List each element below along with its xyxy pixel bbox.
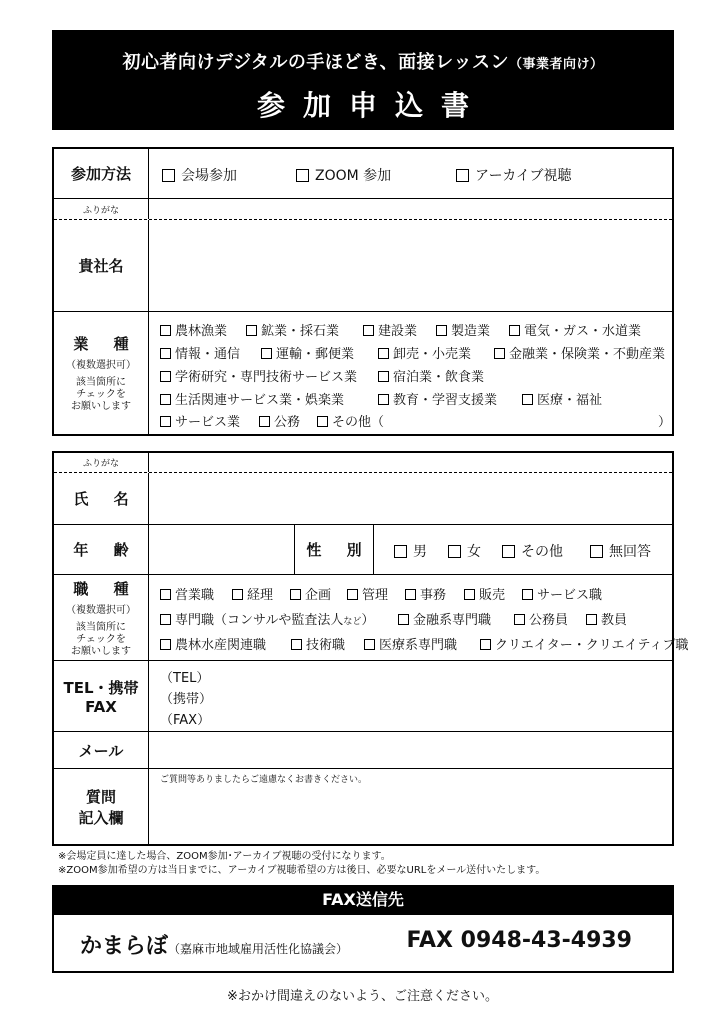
gender-male-option[interactable]: 男 bbox=[394, 541, 427, 561]
job-option[interactable]: サービス職 bbox=[522, 584, 602, 603]
fax-label: （FAX） bbox=[160, 713, 211, 728]
mobile-label: （携帯） bbox=[160, 692, 213, 707]
checkbox[interactable] bbox=[160, 325, 171, 336]
gender-no-answer-option[interactable]: 無回答 bbox=[590, 541, 651, 561]
tel-label: （TEL） bbox=[160, 671, 210, 686]
industry-option[interactable]: 教育・学習支援業 bbox=[378, 389, 497, 408]
organization-name: かまらぼ（嘉麻市地域雇用活性化協議会） bbox=[80, 934, 349, 959]
job-option[interactable]: 医療系専門職 bbox=[364, 634, 457, 653]
mail-row: メール bbox=[54, 732, 672, 769]
checkbox[interactable] bbox=[296, 169, 309, 182]
industry-option[interactable]: 生活関連サービス業・娯楽業 bbox=[160, 389, 344, 408]
checkbox[interactable] bbox=[405, 589, 416, 600]
job-option[interactable]: 教員 bbox=[586, 609, 627, 628]
job-options bbox=[150, 575, 689, 660]
industry-option[interactable]: 卸売・小売業 bbox=[378, 343, 471, 362]
checkbox[interactable] bbox=[364, 639, 375, 650]
form-header bbox=[52, 30, 674, 130]
bottom-note: ※おかけ間違えのないよう、ご注意ください。 bbox=[227, 989, 498, 1004]
fax-number: FAX 0948-43-4939 bbox=[406, 928, 632, 953]
fax-destination-bar: FAX送信先 bbox=[52, 885, 674, 915]
industry-option[interactable]: サービス業 bbox=[160, 411, 240, 430]
checkbox[interactable] bbox=[494, 348, 505, 359]
checkbox[interactable] bbox=[378, 348, 389, 359]
checkbox[interactable] bbox=[480, 639, 491, 650]
job-option[interactable]: 企画 bbox=[290, 584, 331, 603]
checkbox[interactable] bbox=[261, 348, 272, 359]
contact-row: TEL・携帯 FAX （TEL） （携帯） （FAX） bbox=[54, 661, 672, 732]
checkbox[interactable] bbox=[590, 545, 603, 558]
checkbox[interactable] bbox=[160, 348, 171, 359]
checkbox[interactable] bbox=[378, 371, 389, 382]
job-option[interactable]: 公務員 bbox=[514, 609, 568, 628]
question-row: 質問 記入欄 ご質問等ありましたらご遠慮なくお書きください。 bbox=[54, 769, 672, 844]
gender-other-option[interactable]: その他 bbox=[502, 541, 563, 561]
checkbox[interactable] bbox=[456, 169, 469, 182]
checkbox[interactable] bbox=[162, 169, 175, 182]
age-field[interactable] bbox=[150, 525, 294, 574]
industry-option[interactable]: 建設業 bbox=[363, 320, 417, 339]
checkbox[interactable] bbox=[436, 325, 447, 336]
company-furigana-field[interactable] bbox=[150, 199, 672, 219]
industry-option[interactable]: 金融業・保険業・不動産業 bbox=[494, 343, 665, 362]
gender-label: 性 別 bbox=[306, 541, 372, 559]
job-option[interactable]: 営業職 bbox=[160, 584, 214, 603]
checkbox[interactable] bbox=[259, 416, 270, 427]
company-furigana-row: ふりがな bbox=[54, 199, 672, 220]
checkbox[interactable] bbox=[394, 545, 407, 558]
form-subtitle: 参加申込書 bbox=[256, 89, 487, 122]
job-option[interactable]: 経理 bbox=[232, 584, 273, 603]
industry-option[interactable]: 電気・ガス・水道業 bbox=[509, 320, 641, 339]
job-option[interactable]: 事務 bbox=[405, 584, 446, 603]
job-row: 職 種 （複数選択可） 該当箇所に チェックを お願いします 営業職 経理 企画 管理 事務 販売 サービス職 専門職（コンサルや監査法人など） 金融系専門職 公務員 教員 農林水産関連職 技術職 医療系専門職 クリエイター・クリエイティブ職 bbox=[54, 575, 672, 661]
checkbox[interactable] bbox=[232, 589, 243, 600]
checkbox[interactable] bbox=[246, 325, 257, 336]
job-option[interactable]: 技術職 bbox=[291, 634, 345, 653]
industry-option[interactable]: 情報・通信 bbox=[160, 343, 240, 362]
job-option[interactable]: 農林水産関連職 bbox=[160, 634, 266, 653]
checkbox[interactable] bbox=[522, 589, 533, 600]
industry-option[interactable]: 宿泊業・飲食業 bbox=[378, 366, 484, 385]
checkbox[interactable] bbox=[448, 545, 461, 558]
industry-option[interactable]: 運輸・郵便業 bbox=[261, 343, 354, 362]
industry-option[interactable]: 学術研究・専門技術サービス業 bbox=[160, 366, 357, 385]
checkbox[interactable] bbox=[160, 614, 171, 625]
name-row: 氏 名 bbox=[54, 473, 672, 525]
industry-option[interactable]: 製造業 bbox=[436, 320, 490, 339]
checkbox[interactable] bbox=[160, 589, 171, 600]
method-venue-option[interactable]: 会場参加 bbox=[162, 165, 237, 185]
company-name-field[interactable] bbox=[150, 220, 672, 311]
checkbox[interactable] bbox=[378, 394, 389, 405]
checkbox[interactable] bbox=[509, 325, 520, 336]
checkbox[interactable] bbox=[160, 639, 171, 650]
company-name-row: 貴社名 bbox=[54, 220, 672, 312]
industry-option[interactable]: 医療・福祉 bbox=[522, 389, 602, 408]
industry-option[interactable]: 公務 bbox=[259, 411, 300, 430]
company-table bbox=[52, 147, 674, 436]
gender-female-option[interactable]: 女 bbox=[448, 541, 481, 561]
question-hint: ご質問等ありましたらご遠慮なくお書きください。 bbox=[160, 775, 368, 785]
mail-field[interactable] bbox=[150, 732, 672, 768]
form-title: 初心者向けデジタルの手ほどき、面接レッスン（事業者向け） bbox=[122, 52, 604, 73]
industry-options bbox=[150, 312, 672, 434]
age-gender-row: 年 齢 性 別 男 女 その他 無回答 bbox=[54, 525, 672, 575]
fax-destination-box bbox=[52, 915, 674, 973]
name-field[interactable] bbox=[150, 473, 672, 524]
checkbox[interactable] bbox=[291, 639, 302, 650]
industry-row: 業 種 （複数選択可） 該当箇所に チェックを お願いします 農林漁業 鉱業・採石業 建設業 製造業 電気・ガス・水道業 情報・通信 運輸・郵便業 卸売・小売業 金融業・保険業・不動産業 学術研究・専門技術サービス業 宿泊業・飲食業 生活関連サービス業・娯楽業 教育・学習支援業 医療・福祉 サービス業 公務 その他（ ） bbox=[54, 312, 672, 434]
checkbox[interactable] bbox=[290, 589, 301, 600]
job-option[interactable]: 販売 bbox=[464, 584, 505, 603]
job-option[interactable]: クリエイター・クリエイティブ職 bbox=[480, 634, 688, 653]
person-furigana-row: ふりがな bbox=[54, 453, 672, 473]
industry-other-close: ） bbox=[658, 415, 672, 430]
job-option[interactable]: 金融系専門職 bbox=[398, 609, 491, 628]
industry-other-option[interactable]: その他（ bbox=[317, 411, 384, 430]
checkbox[interactable] bbox=[347, 589, 358, 600]
checkbox[interactable] bbox=[586, 614, 597, 625]
method-zoom-option[interactable]: ZOOM 参加 bbox=[296, 165, 391, 185]
checkbox[interactable] bbox=[160, 394, 171, 405]
person-furigana-field[interactable] bbox=[150, 453, 672, 472]
checkbox[interactable] bbox=[363, 325, 374, 336]
footnotes: ※会場定員に達した場合、ZOOM参加･アーカイブ視聴の受付になります。 ※ZOOM参加希望の方は当日までに、アーカイブ視聴希望の方は後日、必要なURLをメール送付いたします。 bbox=[58, 851, 546, 876]
person-table bbox=[52, 451, 689, 846]
participation-method-row: 参加方法 会場参加 ZOOM 参加 アーカイブ視聴 bbox=[54, 149, 672, 199]
industry-option[interactable]: 鉱業・採石業 bbox=[246, 320, 339, 339]
contact-field[interactable] bbox=[150, 661, 672, 731]
method-archive-option[interactable]: アーカイブ視聴 bbox=[456, 165, 571, 185]
job-option[interactable]: 管理 bbox=[347, 584, 388, 603]
checkbox[interactable] bbox=[502, 545, 515, 558]
job-option[interactable]: 専門職（コンサルや監査法人など） bbox=[160, 609, 374, 628]
checkbox[interactable] bbox=[317, 416, 328, 427]
checkbox[interactable] bbox=[464, 589, 475, 600]
checkbox[interactable] bbox=[160, 416, 171, 427]
checkbox[interactable] bbox=[522, 394, 533, 405]
checkbox[interactable] bbox=[160, 371, 171, 382]
checkbox[interactable] bbox=[514, 614, 525, 625]
industry-option[interactable]: 農林漁業 bbox=[160, 320, 227, 339]
question-field[interactable] bbox=[150, 769, 672, 844]
checkbox[interactable] bbox=[398, 614, 409, 625]
